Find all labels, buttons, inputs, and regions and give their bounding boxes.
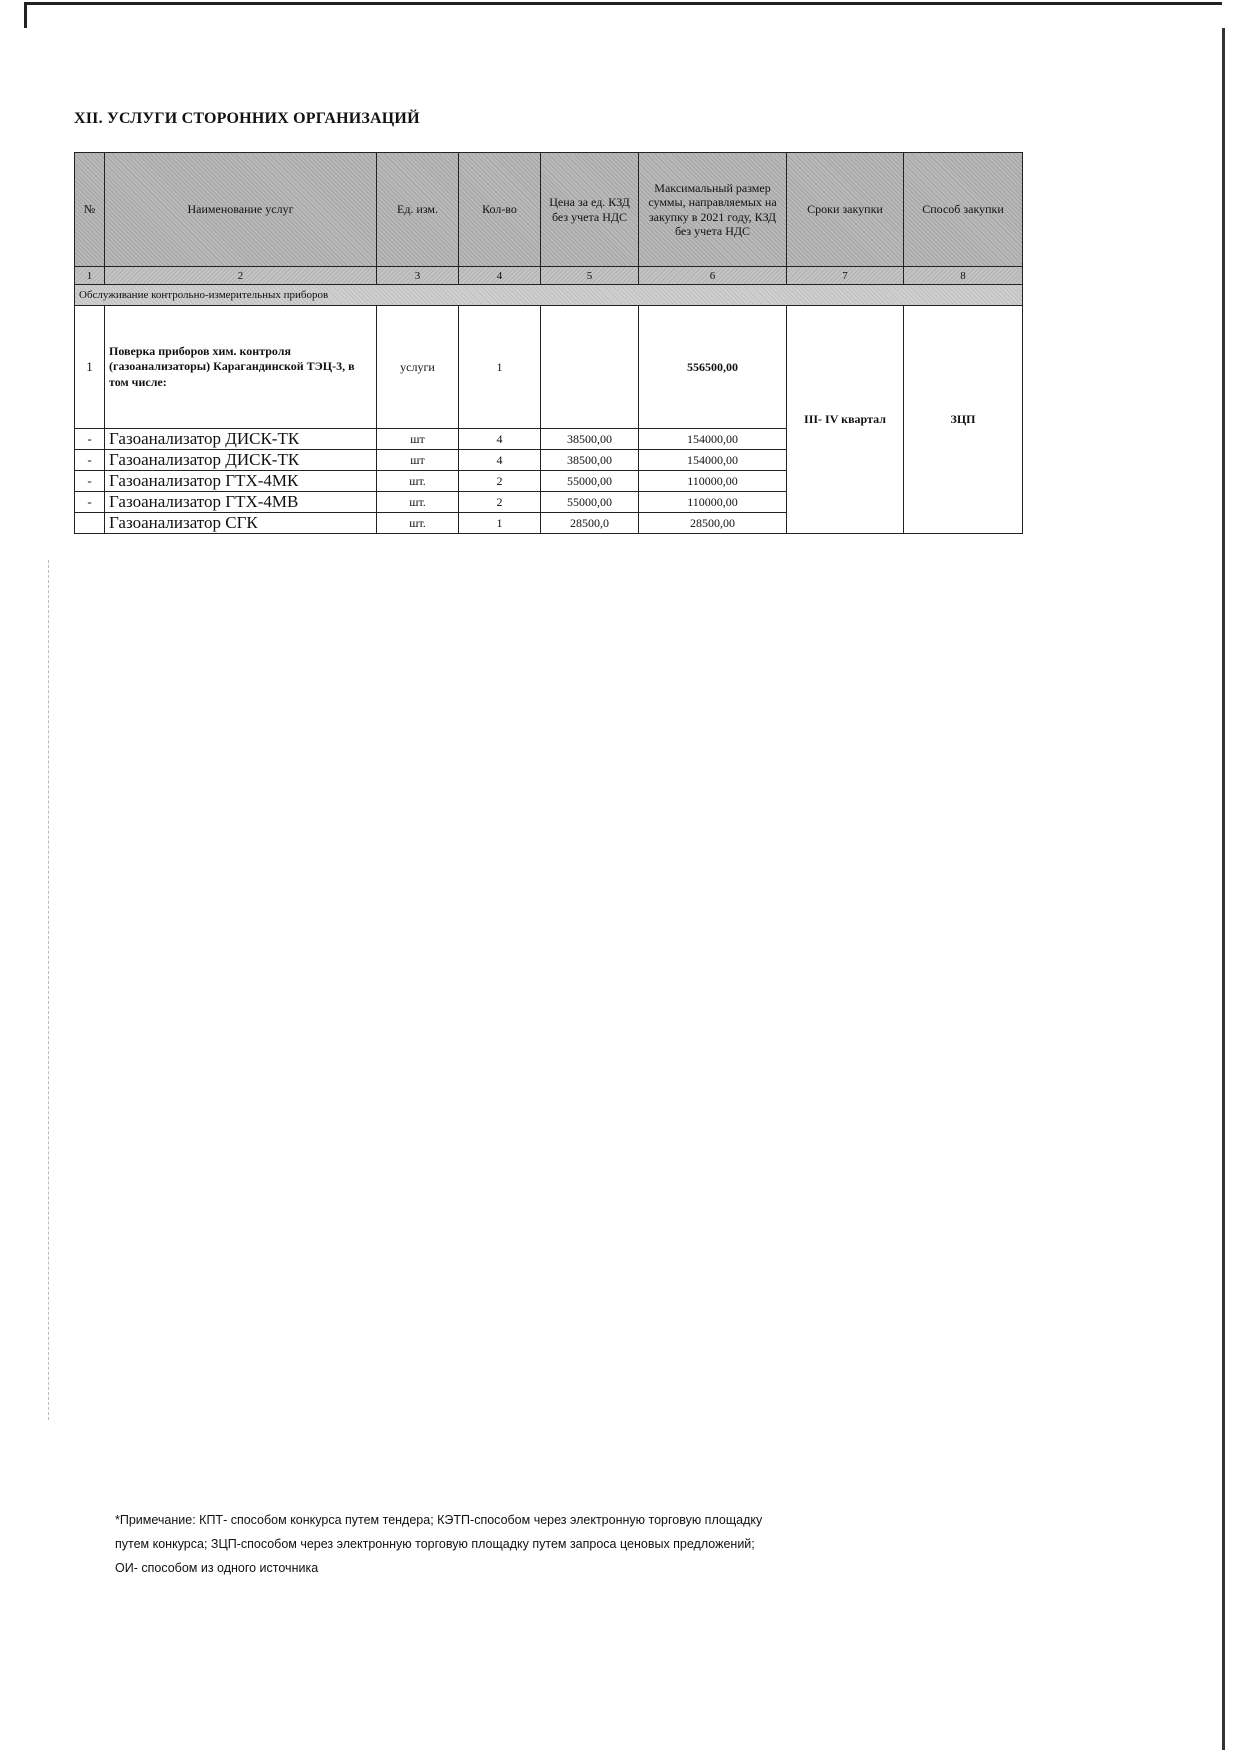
header-name: Наименование услуг xyxy=(105,153,377,267)
item-unit: шт xyxy=(377,450,459,471)
item-total: 154000,00 xyxy=(639,429,787,450)
group-label: Обслуживание контрольно-измерительных приборов xyxy=(75,285,1023,306)
footnote xyxy=(115,1508,935,1580)
item-price: 38500,00 xyxy=(541,429,639,450)
item-mark: - xyxy=(75,450,105,471)
item-price: 28500,0 xyxy=(541,513,639,534)
header-total: Максимальный размер суммы, направляемых на закупку в 2021 году, КЗД без учета НДС xyxy=(639,153,787,267)
main-row-qty: 1 xyxy=(459,306,541,429)
item-qty: 4 xyxy=(459,450,541,471)
item-name: Газоанализатор СГК xyxy=(105,513,377,534)
column-number-row xyxy=(75,267,1023,285)
item-name: Газоанализатор ДИСК-ТК xyxy=(105,450,377,471)
header-num: № xyxy=(75,153,105,267)
group-row xyxy=(75,285,1023,306)
column-number: 2 xyxy=(105,267,377,285)
main-row-total: 556500,00 xyxy=(639,306,787,429)
item-total: 110000,00 xyxy=(639,471,787,492)
header-price: Цена за ед. КЗД без учета НДС xyxy=(541,153,639,267)
item-unit: шт. xyxy=(377,492,459,513)
item-qty: 4 xyxy=(459,429,541,450)
item-mark: - xyxy=(75,471,105,492)
item-qty: 2 xyxy=(459,471,541,492)
item-name: Газоанализатор ГТХ-4МВ xyxy=(105,492,377,513)
item-price: 55000,00 xyxy=(541,492,639,513)
section-title: XII. УСЛУГИ СТОРОННИХ ОРГАНИЗАЦИЙ xyxy=(74,110,420,127)
item-mark: - xyxy=(75,492,105,513)
column-number: 5 xyxy=(541,267,639,285)
item-total: 28500,00 xyxy=(639,513,787,534)
main-row-unit: услуги xyxy=(377,306,459,429)
purchase-method: ЗЦП xyxy=(904,306,1023,534)
column-number: 8 xyxy=(904,267,1023,285)
item-unit: шт. xyxy=(377,471,459,492)
item-qty: 2 xyxy=(459,492,541,513)
item-mark: - xyxy=(75,429,105,450)
header-period: Сроки закупки xyxy=(787,153,904,267)
footnote-line: путем конкурса; ЗЦП-способом через электронную торговую площадку путем запроса ценовых предложений; xyxy=(115,1537,755,1551)
header-method: Способ закупки xyxy=(904,153,1023,267)
footnote-line: *Примечание: КПТ- способом конкурса путем тендера; КЭТП-способом через электронную торговую площадку xyxy=(115,1513,763,1527)
item-price: 38500,00 xyxy=(541,450,639,471)
main-row-num: 1 xyxy=(75,306,105,429)
header-qty: Кол-во xyxy=(459,153,541,267)
header-unit: Ед. изм. xyxy=(377,153,459,267)
column-number: 6 xyxy=(639,267,787,285)
services-table xyxy=(74,152,1023,534)
item-name: Газоанализатор ГТХ-4МК xyxy=(105,471,377,492)
main-service-row xyxy=(75,306,1023,429)
item-mark xyxy=(75,513,105,534)
main-row-name: Поверка приборов хим. контроля (газоанализаторы) Карагандинской ТЭЦ-3, в том числе: xyxy=(105,306,377,429)
page-frame-left xyxy=(24,2,27,28)
main-row-price xyxy=(541,306,639,429)
item-name: Газоанализатор ДИСК-ТК xyxy=(105,429,377,450)
footnote-line: ОИ- способом из одного источника xyxy=(115,1561,319,1575)
header-row xyxy=(75,153,1023,267)
item-total: 154000,00 xyxy=(639,450,787,471)
scan-edge-line xyxy=(48,560,50,1420)
item-price: 55000,00 xyxy=(541,471,639,492)
item-qty: 1 xyxy=(459,513,541,534)
item-unit: шт xyxy=(377,429,459,450)
column-number: 7 xyxy=(787,267,904,285)
page-frame-top xyxy=(24,2,1222,5)
column-number: 3 xyxy=(377,267,459,285)
column-number: 4 xyxy=(459,267,541,285)
page-frame-right xyxy=(1222,28,1225,1750)
column-number: 1 xyxy=(75,267,105,285)
item-total: 110000,00 xyxy=(639,492,787,513)
item-unit: шт. xyxy=(377,513,459,534)
purchase-period: III- IV квартал xyxy=(787,306,904,534)
